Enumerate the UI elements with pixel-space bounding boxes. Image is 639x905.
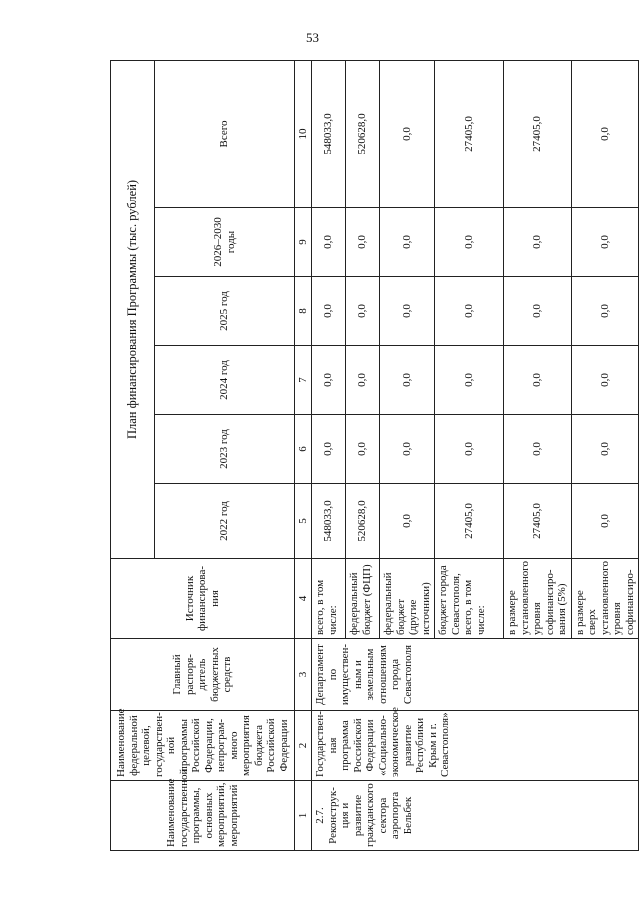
value-cell: 520628,0 bbox=[346, 484, 380, 559]
value-cell: 0,0 bbox=[504, 346, 572, 415]
header-financing-plan: План финансирования Программы (тыс. рублей) bbox=[111, 60, 155, 558]
funding-source-cell: в размере сверх установленного уровня софинансиро- bbox=[571, 559, 639, 639]
value-cell: 0,0 bbox=[435, 208, 504, 277]
column-number: 10 bbox=[295, 60, 312, 207]
value-cell: 0,0 bbox=[380, 346, 435, 415]
header-2024: 2024 год bbox=[155, 346, 295, 415]
header-2023: 2023 год bbox=[155, 415, 295, 484]
header-program-name: Наименование государственной программы, основных мероприятий, мероприятий bbox=[111, 781, 295, 851]
column-number: 7 bbox=[295, 346, 312, 415]
column-number: 3 bbox=[295, 639, 312, 711]
budget-manager-cell: Департамент по имуществен-ным и земельным отношениям города Севастополя bbox=[312, 639, 639, 711]
value-cell: 0,0 bbox=[312, 208, 346, 277]
funding-source-cell: федеральный бюджет (ФЦП) bbox=[346, 559, 380, 639]
header-funding-source: Источник финансирова-ния bbox=[111, 559, 295, 639]
value-cell: 548033,0 bbox=[312, 60, 346, 207]
federal-program-cell: Государствен-ная программа Российской Федерации «Социально-экономическое развитие Республики Крым и г. Севастополя» bbox=[312, 711, 639, 781]
financing-table bbox=[110, 60, 639, 851]
value-cell: 0,0 bbox=[312, 415, 346, 484]
column-number-row bbox=[295, 60, 312, 850]
value-cell: 27405,0 bbox=[435, 484, 504, 559]
value-cell: 0,0 bbox=[346, 415, 380, 484]
table-row bbox=[312, 60, 346, 850]
value-cell: 0,0 bbox=[346, 346, 380, 415]
value-cell: 27405,0 bbox=[504, 484, 572, 559]
column-number: 5 bbox=[295, 484, 312, 559]
header-2026-2030: 2026–2030 годы bbox=[155, 208, 295, 277]
value-cell: 0,0 bbox=[571, 415, 639, 484]
header-2025: 2025 год bbox=[155, 277, 295, 346]
value-cell: 0,0 bbox=[571, 277, 639, 346]
value-cell: 0,0 bbox=[571, 60, 639, 207]
value-cell: 0,0 bbox=[380, 484, 435, 559]
column-number: 2 bbox=[295, 711, 312, 781]
value-cell: 0,0 bbox=[380, 208, 435, 277]
column-number: 8 bbox=[295, 277, 312, 346]
program-name-cell: 2.7. Реконструк-ция и развитие гражданского сектора аэропорта Бельбек bbox=[312, 781, 639, 851]
financing-table-rotated bbox=[110, 61, 636, 851]
value-cell: 0,0 bbox=[346, 208, 380, 277]
header-budget-manager: Главный распоря-дитель бюджетных средств bbox=[111, 639, 295, 711]
value-cell: 520628,0 bbox=[346, 60, 380, 207]
value-cell: 27405,0 bbox=[435, 60, 504, 207]
header-federal-program: Наименование федеральной целевой, государствен-ной программы Российской Федерации, непрограм-много мероприятия бюджета Российской Федерации bbox=[111, 711, 295, 781]
value-cell: 0,0 bbox=[504, 208, 572, 277]
header-row-group bbox=[111, 60, 155, 850]
page-number: 53 bbox=[306, 30, 319, 45]
header-total: Всего bbox=[155, 60, 295, 207]
value-cell: 548033,0 bbox=[312, 484, 346, 559]
column-number: 6 bbox=[295, 415, 312, 484]
value-cell: 0,0 bbox=[346, 277, 380, 346]
value-cell: 0,0 bbox=[312, 277, 346, 346]
value-cell: 0,0 bbox=[435, 415, 504, 484]
column-number: 4 bbox=[295, 559, 312, 639]
value-cell: 0,0 bbox=[435, 346, 504, 415]
value-cell: 0,0 bbox=[504, 415, 572, 484]
value-cell: 27405,0 bbox=[504, 60, 572, 207]
funding-source-cell: федеральный бюджет (другие источники) bbox=[380, 559, 435, 639]
value-cell: 0,0 bbox=[380, 415, 435, 484]
value-cell: 0,0 bbox=[504, 277, 572, 346]
value-cell: 0,0 bbox=[380, 277, 435, 346]
funding-source-cell: бюджет города Севастополя, всего, в том числе: bbox=[435, 559, 504, 639]
value-cell: 0,0 bbox=[312, 346, 346, 415]
value-cell: 0,0 bbox=[380, 60, 435, 207]
funding-source-cell: в размере установленного уровня софинансиро-вания (5%) bbox=[504, 559, 572, 639]
funding-source-cell: всего, в том числе: bbox=[312, 559, 346, 639]
value-cell: 0,0 bbox=[435, 277, 504, 346]
header-2022: 2022 год bbox=[155, 484, 295, 559]
column-number: 1 bbox=[295, 781, 312, 851]
column-number: 9 bbox=[295, 208, 312, 277]
value-cell: 0,0 bbox=[571, 346, 639, 415]
value-cell: 0,0 bbox=[571, 208, 639, 277]
value-cell: 0,0 bbox=[571, 484, 639, 559]
